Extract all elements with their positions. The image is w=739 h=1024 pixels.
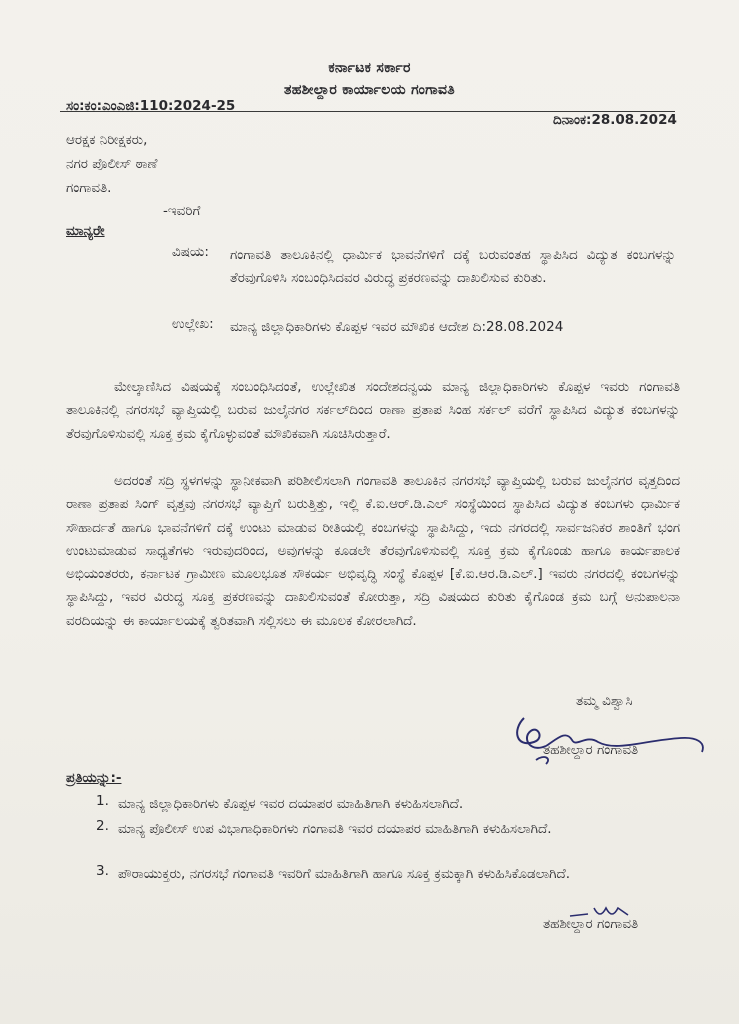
copy-item-2-number: 2.: [96, 818, 109, 834]
copy-item-1-text: ಮಾನ್ಯ ಜಿಲ್ಲಾಧಿಕಾರಿಗಳು ಕೊಪ್ಪಳ ಇವರ ದಯಾಪರ ಮಾಹಿತಿಗಾಗಿ ಕಳುಹಿಸಲಾಗಿದೆ.: [118, 796, 464, 812]
copy-item-3-number: 3.: [96, 863, 109, 879]
subject-text: ಗಂಗಾವತಿ ತಾಲೂಕಿನಲ್ಲಿ ಧಾರ್ಮಿಕ ಭಾವನೆಗಳಿಗೆ ದಕ್ಕೆ ಬರುವಂತಹ ಸ್ಥಾಪಿಸಿದ ವಿದ್ಯುತ ಕಂಬಗಳನ್ನು ತೆರವುಗೊಳಿಸಿ ಸಂಬಂಧಿಸಿದವರ ವಿರುದ್ಧ ಪ್ರಕರಣವನ್ನು ದಾಖಲಿಸುವ ಕುರಿತು.: [230, 247, 676, 286]
office-heading: ತಹಶೀಲ್ದಾರ ಕಾರ್ಯಾಲಯ ಗಂಗಾವತಿ: [284, 82, 455, 98]
copy-item-3-text: ಪೌರಾಯುಕ್ತರು, ನಗರಸಭೆ ಗಂಗಾವತಿ ಇವರಿಗೆ ಮಾಹಿತಿಗಾಗಿ ಹಾಗೂ ಸೂಕ್ತ ಕ್ರಮಕ್ಕಾಗಿ ಕಳುಹಿಸಿಕೊಡಲಾಗಿದೆ.: [118, 866, 571, 882]
government-heading: ಕರ್ನಾಟಕ ಸರ್ಕಾರ: [328, 60, 411, 76]
addressee-line-4: -ಇವರಿಗೆ: [163, 203, 201, 219]
letter-date: ದಿನಾಂಕ:28.08.2024: [553, 112, 677, 128]
copy-item-1-number: 1.: [96, 793, 109, 809]
copies-title: ಪ್ರತಿಯನ್ನು:-: [66, 770, 122, 786]
salutation: ಮಾನ್ಯರೇ: [66, 223, 105, 239]
copy-item-2-text: ಮಾನ್ಯ ಪೊಲೀಸ್ ಉಪ ವಿಭಾಗಾಧಿಕಾರಿಗಳು ಗಂಗಾವತಿ ಇವರ ದಯಾಪರ ಮಾಹಿತಿಗಾಗಿ ಕಳುಹಿಸಲಾಗಿದೆ.: [118, 821, 552, 837]
tahsildar-signature: [506, 700, 716, 770]
reference-number: ಸಂ:ಕಂ:ಎಂಎಜಿ:110:2024-25: [66, 98, 236, 114]
footer-signatory: ತಹಶೀಲ್ದಾರ ಗಂಗಾವತಿ: [543, 916, 639, 932]
reference-note-text: ಮಾನ್ಯ ಜಿಲ್ಲಾಧಿಕಾರಿಗಳು ಕೊಪ್ಪಳ ಇವರ ಮೌಖಿಕ ಆದೇಶ ದಿ:28.08.2024: [230, 319, 564, 335]
signatory-title: ತಹಶೀಲ್ದಾರ ಗಂಗಾವತಿ: [543, 742, 639, 758]
addressee-line-2: ನಗರ ಪೊಲೀಸ್ ಠಾಣೆ: [66, 156, 158, 172]
subject-label: ವಿಷಯ:: [172, 244, 209, 260]
closing-text: ತಮ್ಮ ವಿಶ್ವಾಸಿ: [576, 693, 633, 709]
body-paragraph-1: ಮೇಲ್ಕಾಣಿಸಿದ ವಿಷಯಕ್ಕೆ ಸಂಬಂಧಿಸಿದಂತೆ, ಉಲ್ಲೇಖಿತ ಸಂದೇಶದನ್ವಯ ಮಾನ್ಯ ಜಿಲ್ಲಾಧಿಕಾರಿಗಳು ಕೊಪ್ಪಳ ಇವರು ಗಂಗಾವತಿ ತಾಲೂಕಿನಲ್ಲಿ ನಗರಸಭೆ ವ್ಯಾಪ್ತಿಯಲ್ಲಿ ಬರುವ ಜುಲೈನಗರ ಸರ್ಕಲ್‌ದಿಂದ ರಾಣಾ ಪ್ರತಾಪ ಸಿಂಹ ಸರ್ಕಲ್ ವರೆಗೆ ಸ್ಥಾಪಿಸಿದ ವಿದ್ಯುತ ಕಂಬಗಳನ್ನು ತೆರವುಗೊಳಿಸುವಲ್ಲಿ ಸೂಕ್ತ ಕ್ರಮ ಕೈಗೊಳ್ಳುವಂತೆ ಮೌಖಿಕವಾಗಿ ಸೂಚಿಸಿರುತ್ತಾರೆ.: [66, 380, 680, 442]
addressee-line-1: ಆರಕ್ಷಕ ನಿರೀಕ್ಷಕರು,: [66, 132, 148, 148]
body-paragraph-2: ಅದರಂತೆ ಸದ್ರಿ ಸ್ಥಳಗಳನ್ನು ಸ್ಥಾನೀಕವಾಗಿ ಪರಿಶೀಲಿಸಲಾಗಿ ಗಂಗಾವತಿ ತಾಲೂಕಿನ ನಗರಸಭೆ ವ್ಯಾಪ್ತಿಯಲ್ಲಿ ಬರುವ ಜುಲೈನಗರ ವೃತ್ತದಿಂದ ರಾಣಾ ಪ್ರತಾಪ ಸಿಂಗ್ ವೃತ್ತವು ನಗರಸಭೆ ವ್ಯಾಪ್ತಿಗೆ ಬರುತ್ತಿತ್ತು, ಇಲ್ಲಿ ಕೆ.ಐ.ಆರ್.ಡಿ.ಎಲ್ ಸಂಸ್ಥೆಯಿಂದ ಸ್ಥಾಪಿಸಿದ ವಿದ್ಯುತ ಕಂಬಗಳು ಧಾರ್ಮಿಕ ಸೌಹಾರ್ದತೆ ಹಾಗೂ ಭಾವನೆಗಳಿಗೆ ದಕ್ಕೆ ಉಂಟು ಮಾಡುವ ರೀತಿಯಲ್ಲಿ ಕಂಬಗಳನ್ನು ಸ್ಥಾಪಿಸಿದ್ದು, ಇದು ನಗರದಲ್ಲಿ ಸಾರ್ವಜನಿಕರ ಶಾಂತಿಗೆ ಭಂಗ ಉಂಟುಮಾಡುವ ಸಾಧ್ಯತೆಗಳು ಇರುವುದರಿಂದ, ಅವುಗಳನ್ನು ಕೂಡಲೇ ತೆರವುಗೊಳಿಸುವಲ್ಲಿ ಸೂಕ್ತ ಕ್ರಮ ಕೈಗೊಂಡು ಹಾಗೂ ಕಾರ್ಯಪಾಲಕ ಅಭಿಯಂತರರು, ಕರ್ನಾಟಕ ಗ್ರಾಮೀಣ ಮೂಲಭೂತ ಸೌಕರ್ಯ ಅಭಿವೃದ್ಧಿ ಸಂಸ್ಥೆ ಕೊಪ್ಪಳ [ಕೆ.ಐ.ಆರ.ಡಿ.ಎಲ್.] ಇವರು ನಗರದಲ್ಲಿ ಕಂಬಗಳನ್ನು ಸ್ಥಾಪಿಸಿದ್ದು, ಇವರ ವಿರುದ್ಧ ಸೂಕ್ತ ಪ್ರಕರಣವನ್ನು ದಾಖಲಿಸುವಂತೆ ಕೋರುತ್ತಾ, ಸದ್ರಿ ವಿಷಯದ ಕುರಿತು ಕೈಗೊಂಡ ಕ್ರಮ ಬಗ್ಗೆ ಅನುಪಾಲನಾ ವರದಿಯನ್ನು ಈ ಕಾರ್ಯಾಲಯಕ್ಕೆ ತ್ವರಿತವಾಗಿ ಸಲ್ಲಿಸಲು ಈ ಮೂಲಕ ಕೋರಲಾಗಿದೆ.: [66, 474, 680, 629]
addressee-line-3: ಗಂಗಾವತಿ.: [66, 180, 112, 196]
reference-note-label: ಉಲ್ಲೇಖ:: [172, 316, 214, 332]
